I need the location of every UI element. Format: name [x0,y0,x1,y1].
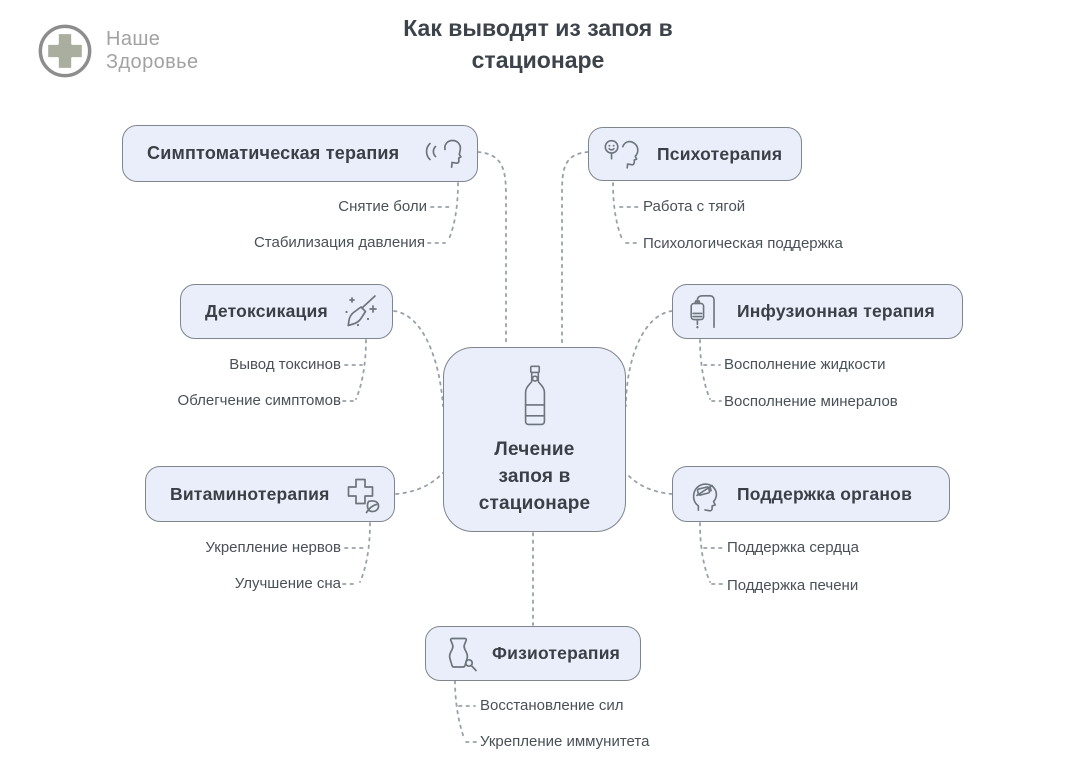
sub-item-immunity-strengthening: Укрепление иммунитета [480,733,650,750]
champagne-bottle-icon [514,364,556,428]
logo [36,22,199,80]
connector-infusion-center [626,311,672,406]
node-psychotherapy-label: Психотерапия [657,143,783,164]
node-physiotherapy [425,626,641,681]
connector-psychotherapy-center [562,152,588,346]
sub-item-sleep-improvement: Улучшение сна [234,575,341,592]
node-psychotherapy [588,127,802,181]
node-symptomatic-therapy [122,125,478,182]
logo-line1: Наше [106,28,161,50]
sub-item-toxin-removal: Вывод токсинов [229,356,341,373]
page-title: Как выводят из запоя в стационаре [403,15,673,73]
connector-vitamin-center [396,473,443,494]
sub-item-heart-support: Поддержка сердца [727,539,859,556]
sub-item-nerve-strengthening: Укрепление нервов [205,539,341,556]
iv-drip-icon [686,293,724,331]
broom-icon [340,292,380,332]
node-infusion-therapy [672,284,963,339]
connector-organs-center [626,473,672,494]
medical-cross-logo-icon [36,22,94,80]
connector-symptomatic-center [478,152,506,346]
cross-leaf-icon [342,474,382,514]
node-vitamin-therapy-label: Витаминотерапия [170,483,330,504]
node-physiotherapy-label: Физиотерапия [492,643,621,663]
logo-text [106,28,199,74]
node-organ-support [672,466,950,522]
node-symptomatic-therapy-label: Симптоматическая терапия [147,143,400,163]
torso-massage-icon [439,634,479,674]
sub-item-psychological-support: Психологическая поддержка [643,235,843,252]
node-center-treatment [443,347,626,532]
sub-item-mineral-replenishment: Восполнение минералов [724,393,898,410]
sub-item-pain-relief: Снятие боли [338,198,427,215]
sub-item-pressure-stabilization: Стабилизация давления [253,234,425,251]
node-detox [180,284,393,339]
node-infusion-therapy-label: Инфузионная терапия [737,301,935,321]
connector-detox-center [394,311,443,406]
head-pain-icon [423,135,463,172]
head-battery-icon [686,475,724,513]
sub-item-craving-work: Работа с тягой [643,198,746,215]
sub-item-strength-recovery: Восстановление сил [480,697,624,714]
node-center-label: Лечение запоя в стационаре [478,439,591,514]
sub-item-liver-support: Поддержка печени [727,577,859,594]
node-organ-support-label: Поддержка органов [737,483,913,504]
node-detox-label: Детоксикация [205,301,328,321]
node-vitamin-therapy [145,466,395,522]
smiley-head-icon [602,137,644,172]
sub-item-fluid-replenishment: Восполнение жидкости [724,356,886,373]
logo-line2: Здоровье [106,51,199,73]
sub-item-symptom-relief: Облегчение симптомов [177,392,341,409]
